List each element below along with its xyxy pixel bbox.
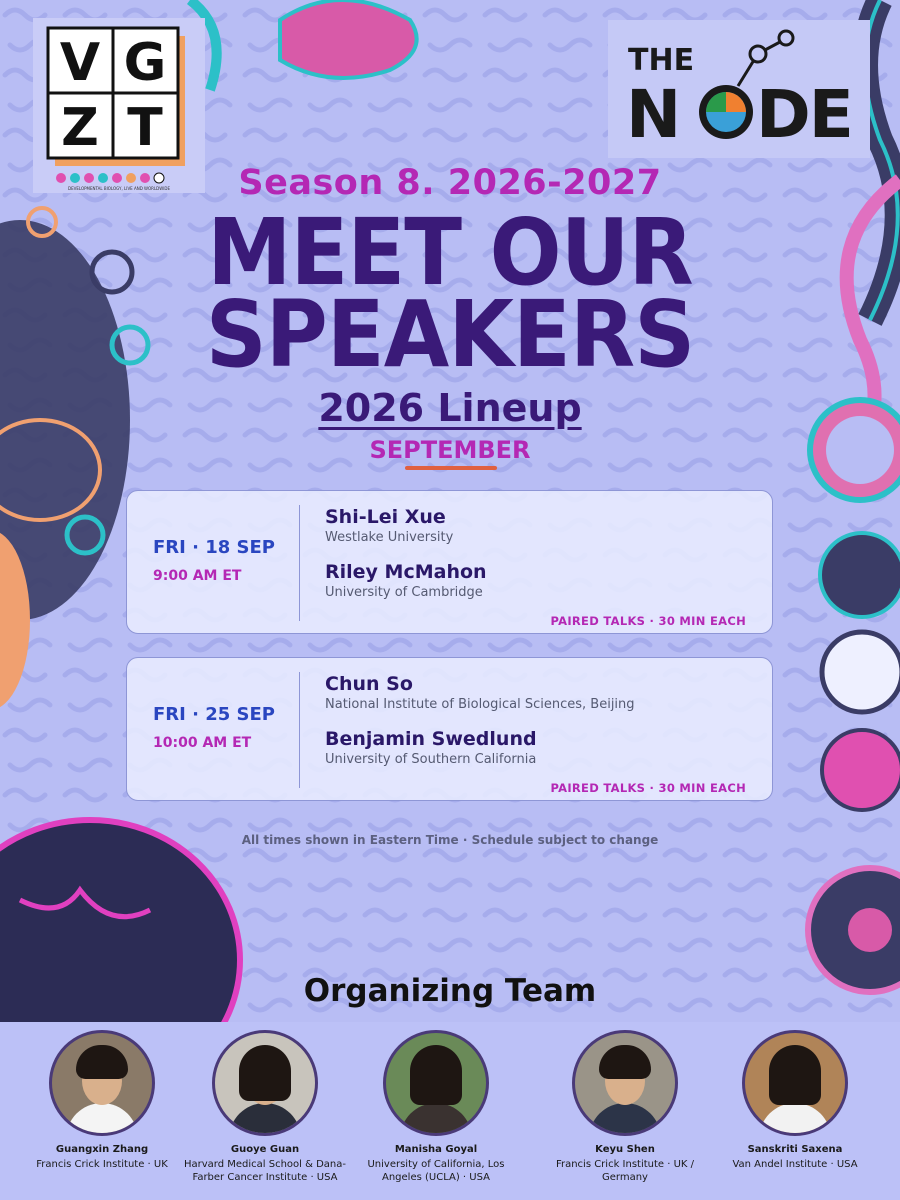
avatar	[49, 1030, 155, 1136]
month-underline	[405, 466, 497, 470]
node-molecule-icon	[750, 46, 766, 62]
member-affiliation: Francis Crick Institute · UK / Germany	[555, 1159, 695, 1183]
svg-text:DE: DE	[756, 76, 852, 153]
session-date: FRI · 25 SEP	[153, 704, 275, 725]
egg-nucleus	[848, 908, 892, 952]
avatar	[742, 1030, 848, 1136]
session-time: 10:00 AM ET	[153, 735, 252, 751]
member-name: Sanskriti Saxena	[747, 1144, 843, 1155]
morula-cell	[820, 533, 900, 617]
svg-text:THE: THE	[628, 43, 695, 78]
member-affiliation: Harvard Medical School & Dana-Farber Cancer Institute · USA	[183, 1159, 346, 1183]
team-member	[705, 1030, 885, 1171]
logo-letter-g: G	[123, 33, 167, 93]
team-member	[175, 1030, 355, 1184]
card-divider	[299, 505, 300, 621]
session-format-note: PAIRED TALKS · 30 MIN EACH	[550, 781, 746, 795]
speaker-name: Shi-Lei Xue	[325, 506, 446, 528]
cell-cluster-top	[280, 0, 417, 78]
speaker-affiliation: Westlake University	[325, 530, 454, 545]
member-name: Guangxin Zhang	[55, 1144, 149, 1155]
team-member	[535, 1030, 715, 1184]
session-date: FRI · 18 SEP	[153, 537, 275, 558]
eight-cell-embryo	[822, 632, 900, 712]
the-node-logo-mark	[608, 20, 870, 158]
member-affiliation: Francis Crick Institute · UK	[36, 1159, 168, 1170]
team-member	[12, 1030, 192, 1171]
lineup-title: 2026 Lineup	[318, 386, 582, 430]
cleavage-embryo	[822, 730, 900, 810]
member-affiliation: Van Andel Institute · USA	[732, 1159, 858, 1170]
member-name: Manisha Goyal	[394, 1144, 478, 1155]
card-divider	[299, 672, 300, 788]
logo-letter-t: T	[127, 98, 163, 158]
logo-tagline: DEVELOPMENTAL BIOLOGY, LIVE AND WORLDWIDE	[67, 186, 171, 191]
member-name: Keyu Shen	[595, 1144, 655, 1155]
speaker-name: Chun So	[325, 673, 413, 695]
team-title: Organizing Team	[303, 973, 597, 1009]
headline-line-2: SPEAKERS	[205, 281, 695, 388]
month-label: SEPTEMBER	[369, 436, 531, 464]
session-format-note: PAIRED TALKS · 30 MIN EACH	[550, 614, 746, 628]
speaker-affiliation: National Institute of Biological Sciences, Beijing	[325, 697, 635, 712]
member-affiliation: University of California, Los Angeles (UCLA) · USA	[367, 1159, 505, 1183]
schedule-footnote: All times shown in Eastern Time · Schedule subject to change	[241, 833, 659, 847]
speaker-affiliation: University of Southern California	[325, 752, 537, 767]
session-card	[126, 657, 773, 801]
headline-line-1: MEET OUR	[207, 199, 693, 306]
avatar	[383, 1030, 489, 1136]
speaker-name: Benjamin Swedlund	[325, 728, 537, 750]
member-name: Guoye Guan	[230, 1144, 300, 1155]
headline	[36, 199, 864, 388]
speaker-name: Riley McMahon	[325, 561, 487, 583]
season-label: Season 8. 2026-2027	[238, 163, 662, 203]
logo-letter-v: V	[59, 33, 101, 93]
session-time: 9:00 AM ET	[153, 568, 242, 584]
svg-text:N: N	[626, 76, 680, 153]
avatar	[212, 1030, 318, 1136]
team-member	[346, 1030, 526, 1184]
logo-letter-z: Z	[61, 98, 99, 158]
the-node-logo	[608, 20, 870, 158]
session-card	[126, 490, 773, 634]
avatar	[572, 1030, 678, 1136]
speaker-affiliation: University of Cambridge	[325, 585, 483, 600]
